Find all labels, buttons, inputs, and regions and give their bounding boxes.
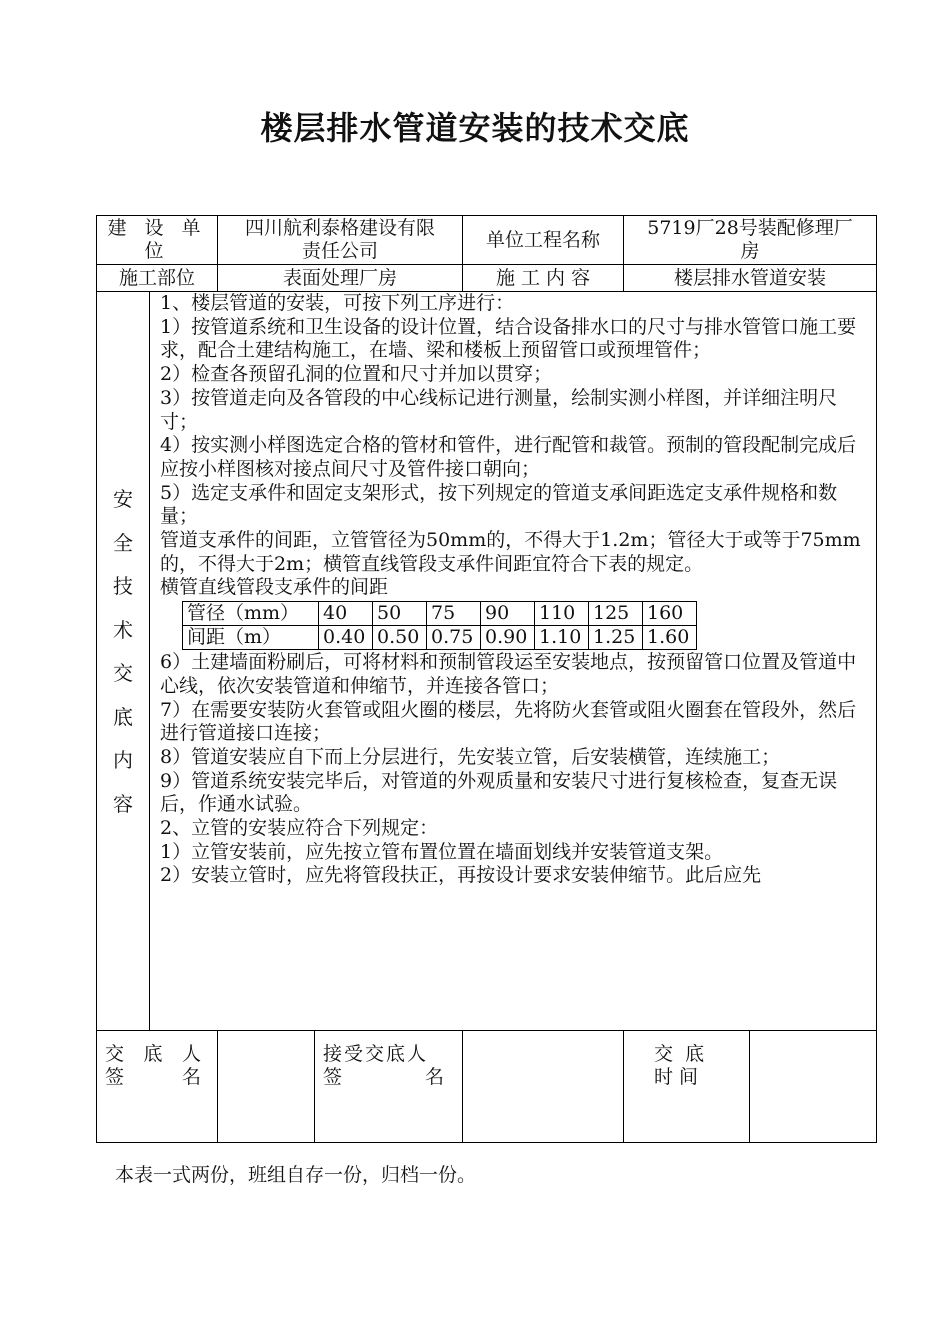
table-cell: 160 — [643, 602, 697, 626]
content-paragraph: 4）按实测小样图选定合格的管材和管件，进行配管和裁管。预制的管段配制完成后应按小样图核对接点间尺寸及管件接口朝向； — [160, 434, 857, 480]
table-cell: 0.75 — [427, 626, 481, 650]
content-side-label: 安全技术交底内容 — [97, 292, 150, 1031]
handover-signer-label: 交 底 人 签 名 — [97, 1031, 218, 1143]
content-paragraph: 横管直线管段支承件的间距 — [160, 576, 389, 599]
table-cell: 1.60 — [643, 626, 697, 650]
table-cell: 75 — [427, 602, 481, 626]
table-row — [183, 602, 697, 626]
table-cell: 管径（mm） — [183, 602, 319, 626]
project-name-value: 5719厂28号装配修理厂房 — [624, 216, 877, 265]
table-cell: 间距（m） — [183, 626, 319, 650]
content-paragraph: 7）在需要安装防火套管或阻火圈的楼层，先将防火套管或阻火圈套在管段外，然后进行管道接口连接； — [160, 698, 857, 745]
table-cell: 90 — [481, 602, 535, 626]
construction-unit-value: 四川航利泰格建设有限责任公司 — [218, 216, 463, 265]
footer-note: 本表一式两份，班组自存一份，归档一份。 — [115, 1164, 477, 1186]
content-paragraph: 8）管道安装应自下而上分层进行，先安装立管，后安装横管，连续施工； — [160, 745, 781, 768]
disclosure-form-table — [96, 215, 877, 1143]
support-spacing-table — [182, 601, 697, 650]
construction-content-value: 楼层排水管道安装 — [624, 265, 877, 292]
construction-unit-label: 建 设 单 位 — [97, 216, 218, 265]
table-cell: 1.25 — [589, 626, 643, 650]
table-cell: 40 — [319, 602, 373, 626]
construction-content-label: 施 工 内 容 — [463, 265, 624, 292]
table-cell: 0.90 — [481, 626, 535, 650]
content-paragraph: 9）管道系统安装完毕后，对管道的外观质量和安装尺寸进行复核检查，复查无误后，作通水试验。 — [160, 769, 838, 816]
content-paragraph: 1）按管道系统和卫生设备的设计位置，结合设备排水口的尺寸与排水管管口施工要求，配合土建结构施工，在墙、梁和楼板上预留管口或预埋管件； — [160, 315, 857, 362]
table-row — [183, 626, 697, 650]
table-cell: 0.40 — [319, 626, 373, 650]
table-cell: 125 — [589, 602, 643, 626]
receiver-signature-field[interactable] — [463, 1031, 624, 1143]
content-paragraph: 1）立管安装前，应先按立管布置位置在墙面划线并安装管道支架。 — [160, 840, 724, 863]
table-cell: 0.50 — [373, 626, 427, 650]
construction-area-label: 施工部位 — [97, 265, 218, 292]
project-name-label: 单位工程名称 — [463, 216, 624, 265]
handover-signature-field[interactable] — [218, 1031, 315, 1143]
content-paragraph: 2、立管的安装应符合下列规定： — [160, 817, 439, 840]
receiver-signer-label: 接受交底人 签 名 — [315, 1031, 463, 1143]
content-paragraph: 2）检查各预留孔洞的位置和尺寸并加以贯穿； — [160, 363, 553, 386]
handover-time-label: 交 底 时 间 — [624, 1031, 750, 1143]
disclosure-content — [150, 292, 877, 1031]
table-cell: 110 — [535, 602, 589, 626]
content-paragraph: 5）选定支承件和固定支架形式，按下列规定的管道支承间距选定支承件规格和数量； — [160, 481, 838, 528]
page-title: 楼层排水管道安装的技术交底 — [260, 109, 690, 147]
content-paragraph: 1、楼层管道的安装，可按下列工序进行： — [160, 292, 515, 314]
handover-time-field[interactable] — [750, 1031, 877, 1143]
content-paragraph: 3）按管道走向及各管段的中心线标记进行测量，绘制实测小样图，并详细注明尺寸； — [160, 386, 838, 433]
table-cell: 50 — [373, 602, 427, 626]
construction-area-value: 表面处理厂房 — [218, 265, 463, 292]
content-paragraph: 2）安装立管时，应先将管段扶正，再按设计要求安装伸缩节。此后应先 — [160, 864, 762, 887]
content-paragraph: 管道支承件的间距，立管管径为50mm的，不得大于1.2m；管径大于或等于75mm的，不得大于2m；横管直线管段支承件间距宜符合下表的规定。 — [160, 529, 861, 575]
content-paragraph: 6）土建墙面粉刷后，可将材料和预制管段运至安装地点，按预留管口位置及管道中心线，依次安装管道和伸缩节，并连接各管口； — [160, 651, 857, 697]
table-cell: 1.10 — [535, 626, 589, 650]
